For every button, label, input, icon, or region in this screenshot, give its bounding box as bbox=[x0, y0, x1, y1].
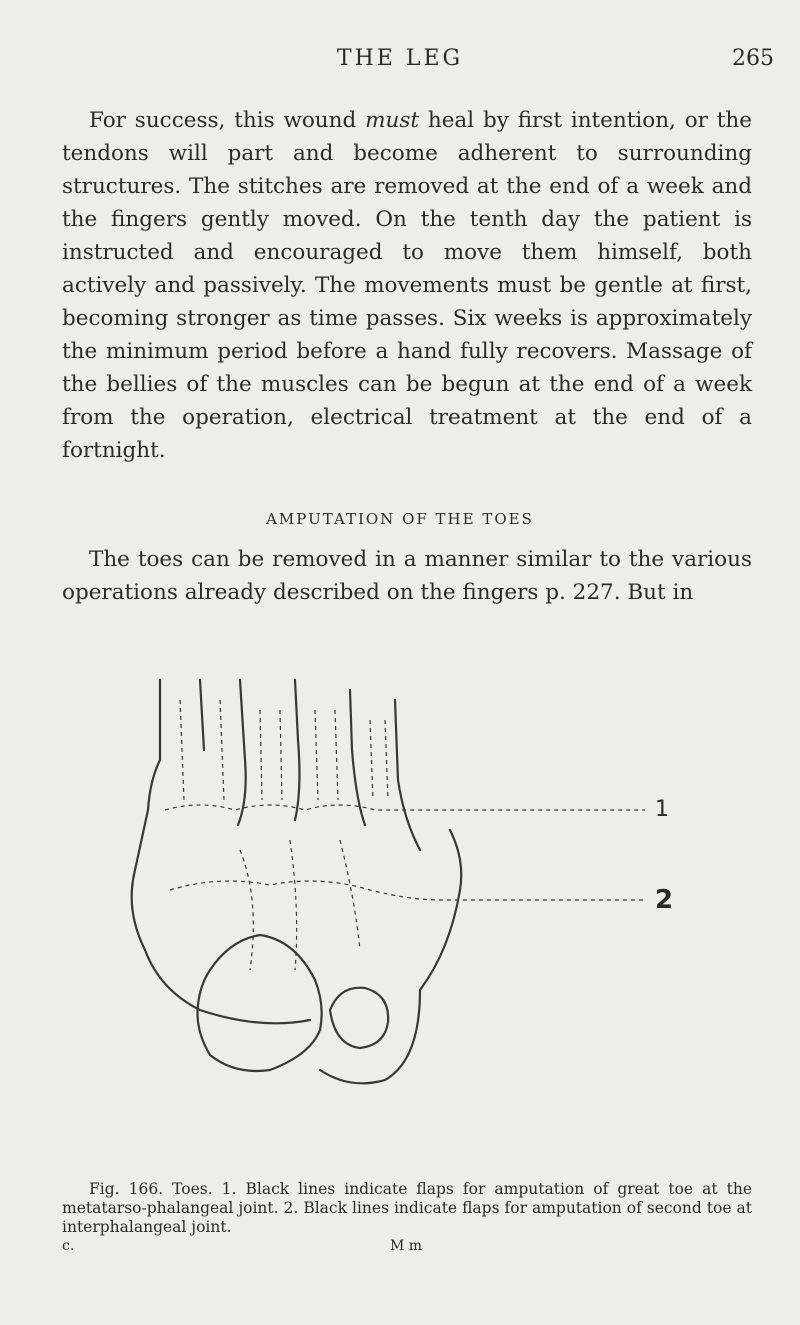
page-header bbox=[0, 46, 800, 86]
signature-mark: M m bbox=[390, 1238, 423, 1254]
toe-line-drawing bbox=[120, 650, 700, 1100]
metatarsal-sketch bbox=[240, 840, 360, 970]
great-toe-outline bbox=[132, 680, 310, 1023]
toe-phalanx-4 bbox=[370, 720, 388, 800]
running-head: THE LEG bbox=[336, 46, 464, 71]
signature-left: c. bbox=[62, 1238, 75, 1254]
paragraph-1-rest: heal by first intention, or the tendons will part and become adherent to surrounding structures. The stitches are removed at the end of a week and the fingers gently moved. On the tenth day the patient is instructed and encouraged to move them himself, both actively and passively. The movements must be gentle at first, becoming stronger as time passes. Six weeks is approximately the minimum period before a hand fully recovers. Massage of the bellies of the muscles can be begun at the end of a week from the operation, electrical treatment at the end of a fortnight. bbox=[62, 108, 752, 463]
figure-label-1: 1 bbox=[655, 797, 669, 822]
fifth-toe-outline bbox=[395, 700, 420, 850]
paragraph-1-start: For success, this wound bbox=[89, 108, 366, 133]
fourth-toe-outline bbox=[350, 690, 365, 825]
second-toe-outline bbox=[238, 680, 246, 825]
section-heading: AMPUTATION OF THE TOES bbox=[266, 510, 534, 528]
figure-label-2: 2 bbox=[655, 885, 674, 915]
heel-pad-outline bbox=[198, 935, 322, 1071]
body-paragraph-1 bbox=[62, 104, 752, 467]
body-paragraph-2: The toes can be removed in a manner similar to the various operations already described on the fingers p. 227. But in bbox=[62, 547, 752, 605]
page-number: 265 bbox=[732, 46, 774, 71]
paragraph-1-emphasis: must bbox=[365, 108, 420, 133]
great-toe-inner-edge bbox=[200, 680, 204, 750]
figure-caption: Fig. 166. Toes. 1. Black lines indicate flaps for amputation of great toe at the metatarso-phalangeal joint. 2. Black lines indicate flaps for amputation of second toe at interphalangeal joint. bbox=[62, 1180, 752, 1236]
sole-outline bbox=[320, 990, 420, 1083]
flap-line-2 bbox=[170, 881, 645, 900]
lateral-foot-edge bbox=[420, 830, 461, 990]
toe-pad-outline bbox=[330, 988, 388, 1048]
toe-phalanx-2 bbox=[260, 710, 282, 800]
toe-amputation-figure bbox=[120, 650, 700, 1100]
toe-phalanx-3 bbox=[315, 710, 338, 800]
third-toe-outline bbox=[295, 680, 299, 820]
